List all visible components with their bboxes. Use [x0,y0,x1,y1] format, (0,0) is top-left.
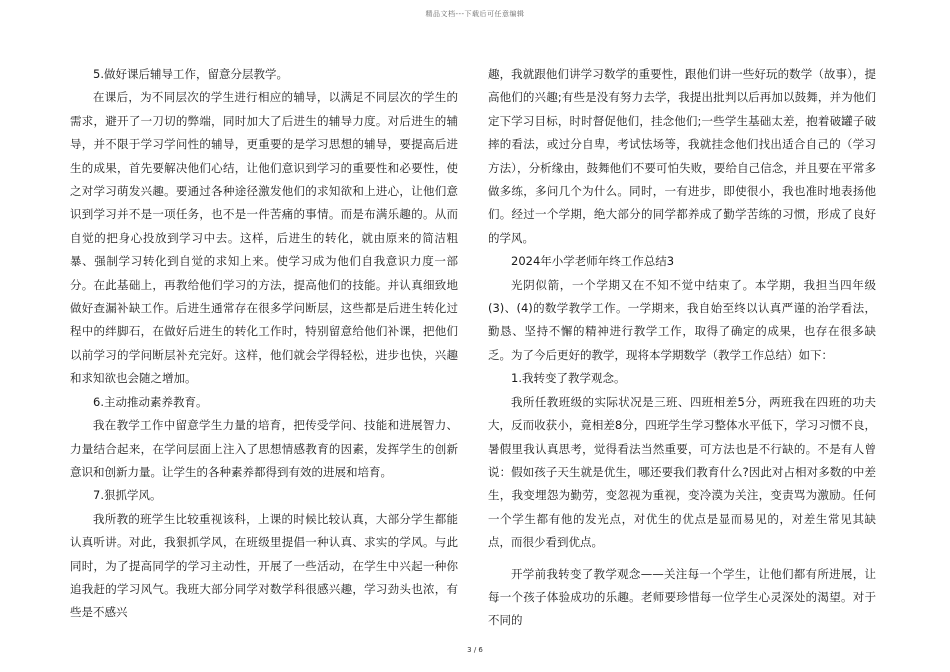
section-heading: 5.做好课后辅导工作，留意分层教学。 [93,67,288,81]
body-paragraph: 我所教的班学生比较重视该科，上课的时候比较认真，大部分学生都能认真听讲。对此，我狠抓学风，在班级里提倡一种认真、求实的学风。与此同时，为了提高同学的学习主动性，开展了一些活动，在学生中兴起一种你追我赶的学习风气。我班大部分同学对数学科很感兴趣，学习劲头也浓，有些是不感兴 [70,511,458,620]
section-heading: 6.主动推动素养教育。 [93,394,208,409]
continued-paragraph: 趣，我就跟他们讲学习数学的重要性，跟他们讲一些好玩的数学（故事），提高他们的兴趣;有些是没有努力去学，我提出批判以后再加以鼓舞，并为他们定下学习目标，时时督促他们，挂念他们;一些学生基础太差，抱着破罐子破摔的看法，或过分自卑，考试怯场等，我就挂念他们找出适合自己的（学习方法），分析缘由，鼓舞他们不要可怕失败，要给自己信念，并且要在平常多做多练，多问几个为什么。同时，一有进步，即使很小，我也准时地表扬他们。经过一个学期，绝大部分的同学都养成了勤学苦练的习惯，形成了良好的学风。 [488,67,876,245]
page-header-note: 精品文档---下载后可任意编辑 [425,10,525,18]
left-column [70,63,458,625]
body-paragraph: 在课后，为不同层次的学生进行相应的辅导，以满足不同层次的学生的需求，避开了一刀切的弊端，同时加大了后进生的辅导力度。对后进生的辅导，并不限于学习学问性的辅导，更重要的是学习思想的辅导，要提高后进生的成果，首先要解决他们心结，让他们意识到学习的重要性和必要性，使之对学习萌发兴趣。要通过各种途径激发他们的求知欲和上进心，让他们意识到学习并不是一项任务，也不是一件苦痛的事情。而是布满乐趣的。从而自觉的把身心投放到学习中去。这样，后进生的转化，就由原来的简洁粗暴、强制学习转化到自觉的求知上来。使学习成为他们自我意识力度一部分。在此基础上，再教给他们学习的方法，提高他们的技能。并认真细致地做好查漏补缺工作。后进生通常存在很多学问断层，这些都是后进生转化过程中的绊脚石，在做好后进生的转化工作时，特别留意给他们补课，把他们以前学习的学问断层补充完好。这样，他们就会学得轻松，进步也快，兴趣和求知欲也会随之增加。 [70,90,458,386]
body-paragraph: 我在教学工作中留意学生力量的培育，把传受学问、技能和进展智力、力量结合起来，在学问层面上注入了思想情感教育的因素，发挥学生的创新意识和创新力量。让学生的各种素养都得到有效的进展和培育。 [70,418,458,479]
body-paragraph: 我所任教班级的实际状况是三班、四班相差5分，两班我在四班的功夫大，反而收获小，竟相差8分，四班学生学习整体水平低下，学习习惯不良，暑假里我认真思考，觉得看法当然重要，可方法也是不行缺的。不是有人曾说：假如孩子天生就是优生，哪还要我们教育什么?因此对占相对多数的中差生，我变埋怨为勤劳，变忽视为重视，变冷漠为关注，变责骂为激励。任何一个学生都有他的发光点，对优生的优点是显而易见的，对差生常见其缺点，而很少看到优点。 [488,394,876,550]
page-number: 3 / 6 [467,646,483,654]
section-title: 2024年小学老师年终工作总结3 [511,254,675,269]
section-heading: 7.狠抓学风。 [93,488,162,503]
body-paragraph: 光阴似箭，一个学期又在不知不觉中结束了。本学期，我担当四年级(3)、(4)的数学教学工作。一学期来，我自始至终以认真严谨的治学看法，勤恳、坚持不懈的精神进行教学工作，取得了确定的成果，也存在很多缺乏。为了今后更好的教学，现将本学期数学（教学工作总结）如下： [488,277,876,362]
right-column [488,63,876,633]
section-heading: 1.我转变了教学观念。 [511,371,626,386]
body-paragraph: 开学前我转变了教学观念——关注每一个学生，让他们都有所进展，让每一个孩子体验成功的乐趣。老师要珍惜每一位学生心灵深处的渴望。对于不同的 [488,566,876,628]
